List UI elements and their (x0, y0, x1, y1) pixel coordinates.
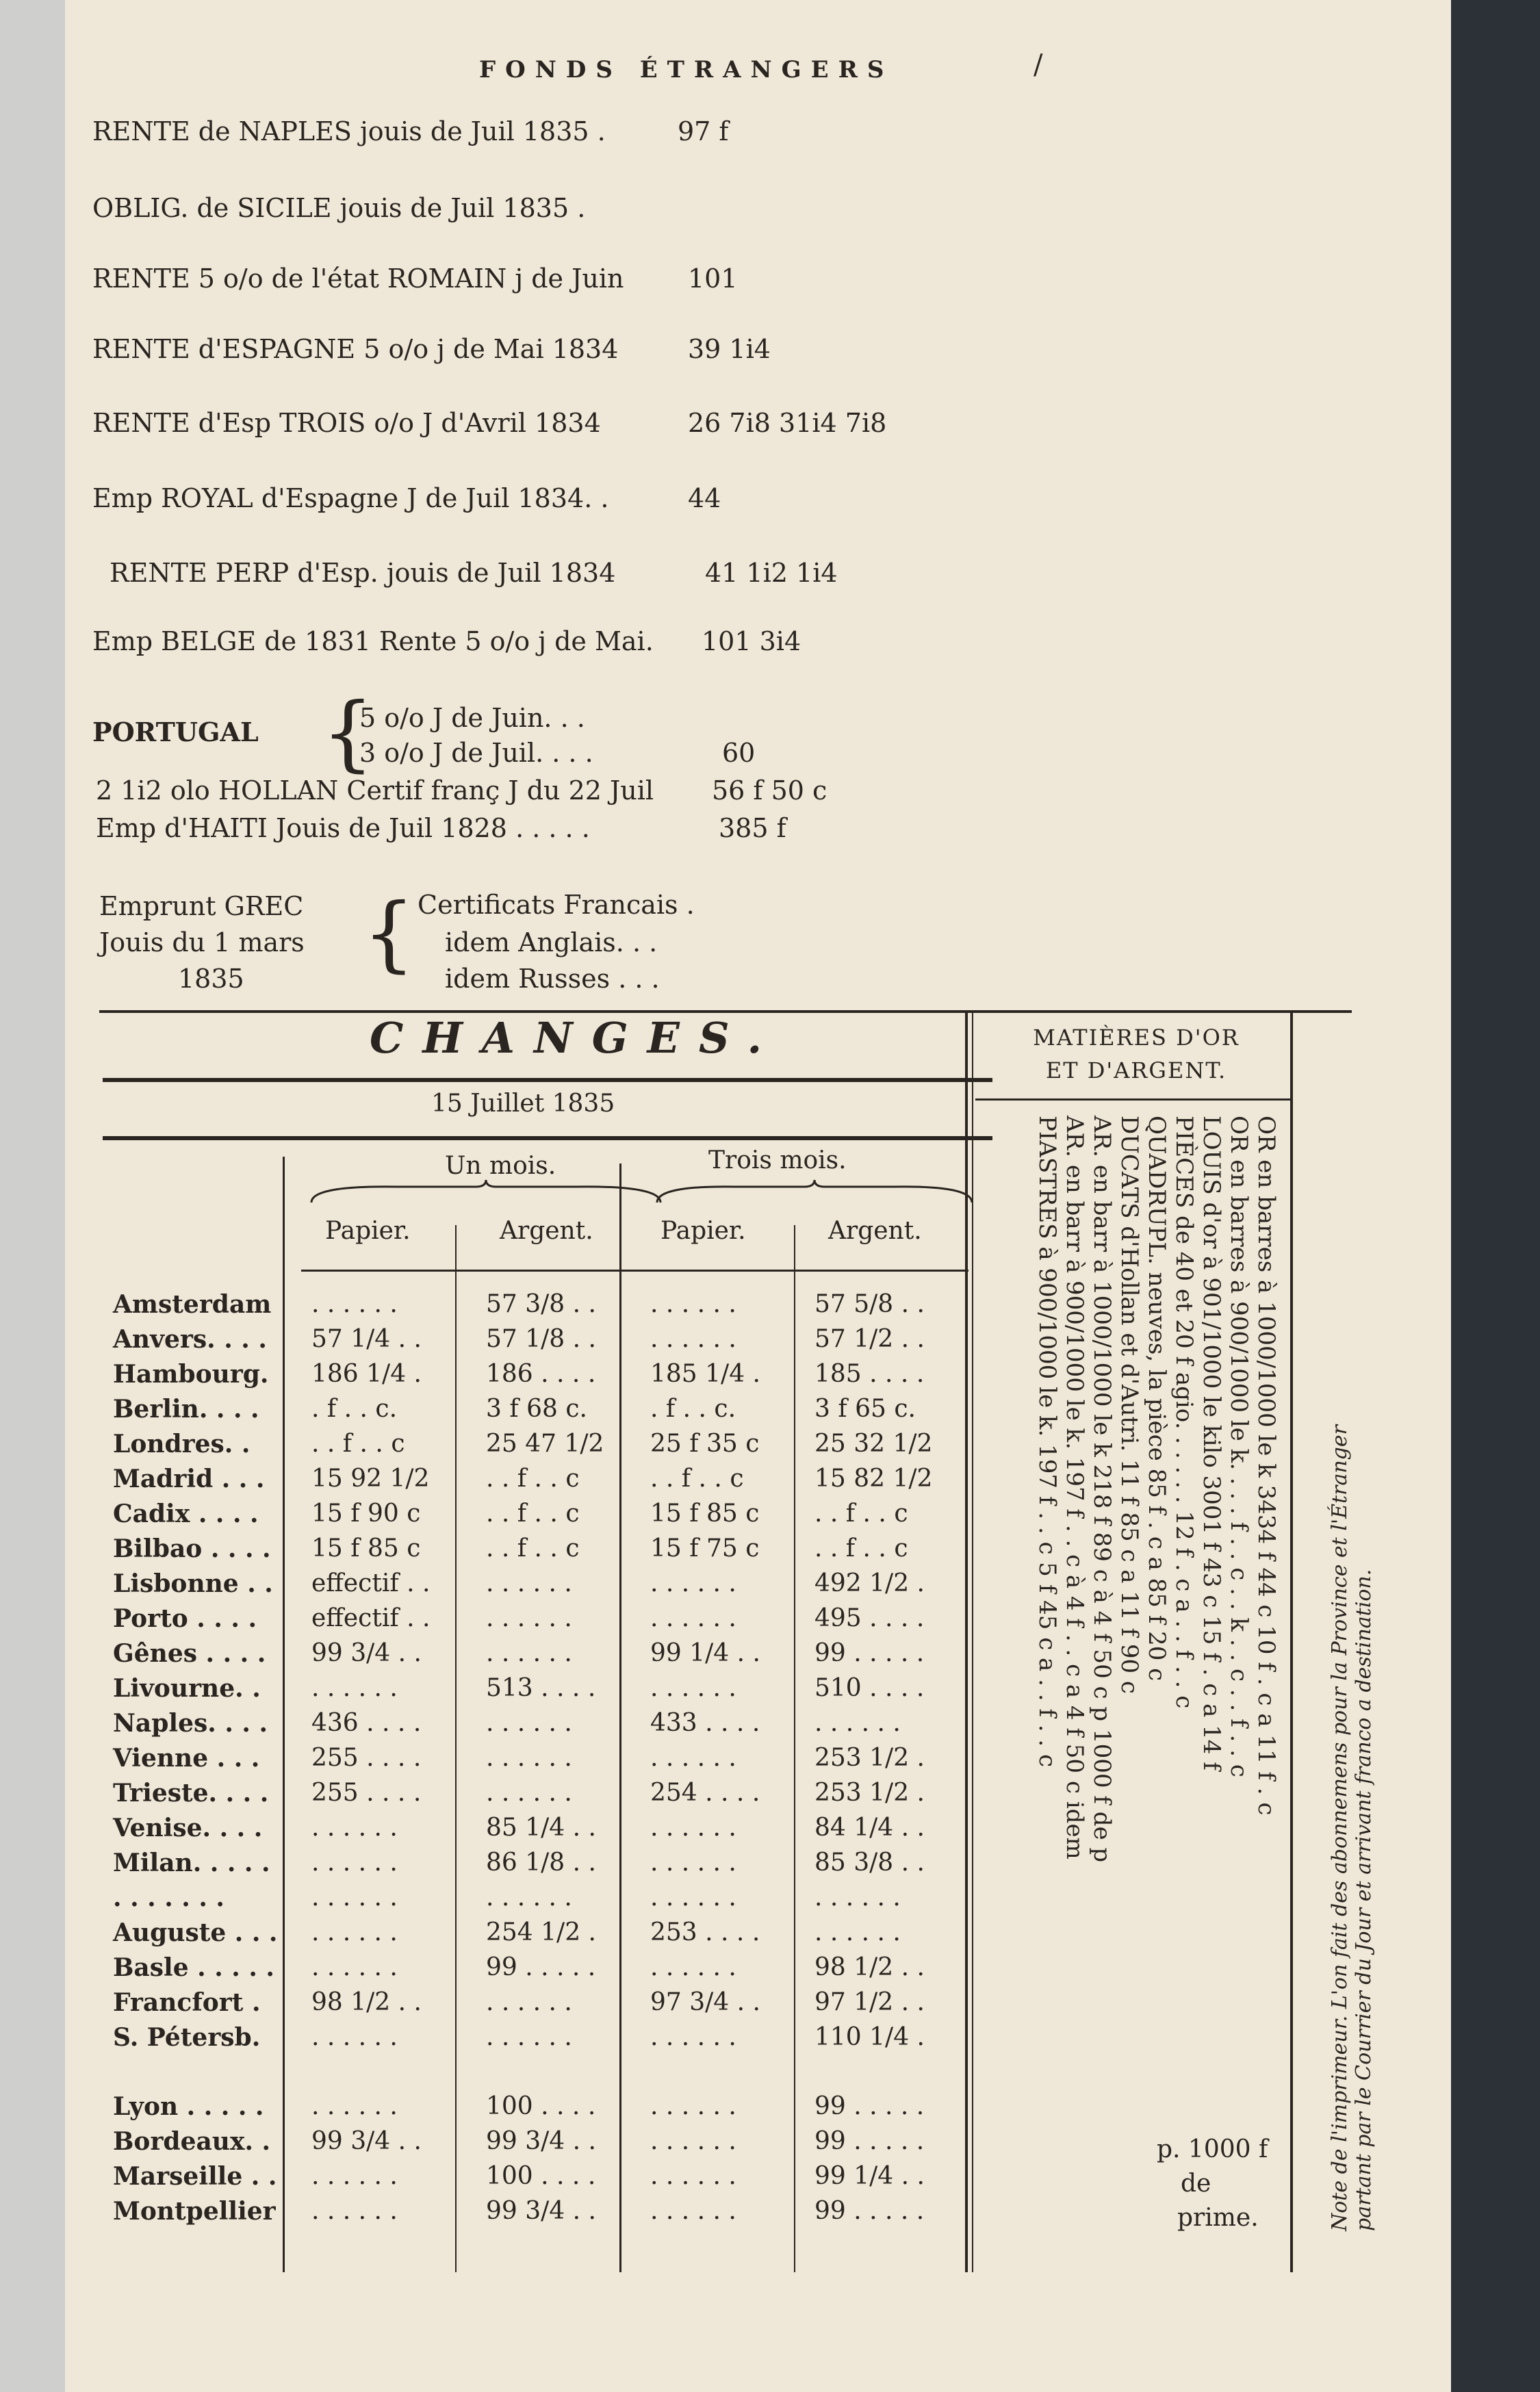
rate-cell: . . . . . . (486, 2023, 572, 2051)
city-name: Gênes . . . . (113, 1639, 266, 1668)
fund-value: 101 (688, 263, 738, 294)
city-name: Vienne . . . (113, 1744, 260, 1773)
column-rule (455, 1225, 457, 2272)
matieres-line: PIASTRES à 900/1000 le k. 197 f . . c 5 f 45 c a . . f . . c (1034, 1116, 1061, 1768)
rate-cell: 255 . . . . (311, 1779, 422, 1807)
header-underline (301, 1270, 968, 1272)
divider (975, 1098, 1290, 1101)
portugal-label: PORTUGAL (92, 717, 259, 747)
rate-cell: . . . . . . (650, 1325, 736, 1353)
rate-cell: . . f . . c (814, 1534, 908, 1562)
column-rule (283, 1157, 285, 2272)
divider (103, 1136, 992, 1140)
rate-cell: . . . . . . (311, 2092, 398, 2120)
rate-cell: 254 . . . . (650, 1779, 760, 1807)
city-name: Francfort . (113, 1988, 261, 2017)
rate-cell: 25 47 1/2 (486, 1430, 604, 1458)
rate-cell: 99 . . . . . (814, 2092, 925, 2120)
matieres-line: DUCATS d'Hollan et d'Autri. 11 f 85 c a 11 f 90 c (1116, 1116, 1143, 1694)
col-header-argent-trois: Argent. (828, 1217, 922, 1245)
rate-cell: 253 1/2 . (814, 1744, 925, 1772)
rate-cell: 186 . . . . (486, 1360, 596, 1388)
prime-line: prime. (1177, 2204, 1259, 2232)
matieres-line: OR en barres à 900/1000 le k. . . . f . . c . . k . . c . . f . . c (1225, 1116, 1253, 1777)
brace: { (363, 886, 415, 981)
rate-cell: 433 . . . . (650, 1709, 760, 1737)
city-name: Livourne. . (113, 1674, 261, 1703)
rate-cell: . . . . . . (650, 1883, 736, 1912)
fund-value: 39 1i4 (688, 334, 771, 364)
rate-cell: . . . . . . (814, 1883, 901, 1912)
city-name: Porto . . . . (113, 1604, 257, 1633)
col-header-papier-trois: Papier. (660, 1217, 746, 1245)
city-name: Basle . . . . . (113, 1953, 274, 1982)
rate-cell: 185 . . . . (814, 1360, 925, 1388)
rate-cell: 254 1/2 . (486, 1918, 596, 1946)
fund-name: RENTE de NAPLES jouis de Juil 1835 . (92, 116, 606, 146)
rate-cell: . . . . . . (311, 1674, 398, 1702)
fund-name: RENTE d'ESPAGNE 5 o/o j de Mai 1834 (92, 334, 619, 364)
matieres-line: AR. en barr à 1000/1000 le k 218 f 89 c à 4 f 50 c p 1000 f de p (1088, 1116, 1116, 1863)
city-name: Milan. . . . . (113, 1849, 270, 1877)
rate-cell: . . . . . . (486, 1709, 572, 1737)
rate-cell: 85 1/4 . . (486, 1814, 596, 1842)
fund-name: RENTE d'Esp TROIS o/o J d'Avril 1834 (92, 408, 601, 438)
matieres-line: LOUIS d'or à 901/1000 le kilo 3001 f 43 c 15 f . c a 14 f (1198, 1116, 1225, 1771)
rate-cell: . . . . . . (814, 1709, 901, 1737)
rate-cell: . . f . . c (486, 1465, 580, 1493)
rate-cell: . . . . . . (650, 2127, 736, 2155)
rate-cell: 255 . . . . (311, 1744, 422, 1772)
prime-line: p. 1000 f (1157, 2135, 1268, 2163)
group-header-un: Un mois. (445, 1152, 556, 1180)
haiti-line: Emp d'HAITI Jouis de Juil 1828 . . . . . (96, 813, 590, 843)
rate-cell: 186 1/4 . (311, 1360, 422, 1388)
page (65, 0, 1451, 2392)
rate-cell: 495 . . . . (814, 1604, 925, 1632)
fund-name: RENTE 5 o/o de l'état ROMAIN j de Juin (92, 263, 624, 294)
rate-cell: 185 1/4 . (650, 1360, 760, 1388)
fund-name: Emp BELGE de 1831 Rente 5 o/o j de Mai. (92, 626, 654, 656)
city-name: Lisbonne . . (113, 1569, 273, 1598)
city-name: Anvers. . . . (113, 1325, 267, 1354)
rate-cell: . . . . . . (650, 2162, 736, 2190)
rate-cell: . . . . . . (486, 1569, 572, 1597)
rate-cell: 84 1/4 . . (814, 1814, 925, 1842)
page-title: FONDS ÉTRANGERS (479, 56, 894, 83)
portugal-line: 3 o/o J de Juil. . . . (359, 738, 593, 768)
rate-cell: . . . . . . (311, 1883, 398, 1912)
column-rule (1290, 1013, 1293, 2272)
city-name: Trieste. . . . (113, 1779, 269, 1808)
rate-cell: . . . . . . (311, 1290, 398, 1318)
city-name: Londres. . (113, 1430, 251, 1458)
portugal-line: 5 o/o J de Juin. . . (359, 703, 585, 733)
changes-title: CHANGES. (370, 1013, 782, 1063)
rate-cell: . . . . . . (486, 1604, 572, 1632)
rate-cell: . . . . . . (311, 1953, 398, 1981)
city-name: Cadix . . . . (113, 1500, 259, 1528)
rate-cell: 510 . . . . (814, 1674, 925, 1702)
fund-value: 97 f (678, 116, 729, 146)
city-name: Berlin. . . . (113, 1395, 259, 1424)
rate-cell: . . . . . . (311, 1849, 398, 1877)
portugal-value: 60 (722, 738, 756, 768)
fund-value: 101 3i4 (702, 626, 801, 656)
group-header-trois: Trois mois. (708, 1146, 847, 1174)
rate-cell: 86 1/8 . . (486, 1849, 596, 1877)
rate-cell: . f . . c. (650, 1395, 736, 1423)
city-name: Bilbao . . . . (113, 1534, 271, 1563)
col-header-papier-un: Papier. (325, 1217, 411, 1245)
fund-value: 41 1i2 1i4 (705, 558, 838, 588)
rate-cell: 25 32 1/2 (814, 1430, 933, 1458)
rate-cell: 15 f 85 c (311, 1534, 421, 1562)
rate-cell: . . . . . . (650, 1569, 736, 1597)
rate-cell: . . . . . . (814, 1918, 901, 1946)
grec-right: Certificats Francais . (418, 890, 695, 920)
rate-cell: 15 f 75 c (650, 1534, 760, 1562)
fund-value: 26 7i8 31i4 7i8 (688, 408, 887, 438)
rate-cell: 57 1/8 . . (486, 1325, 596, 1353)
city-name: Hambourg. (113, 1360, 269, 1389)
rate-cell: 436 . . . . (311, 1709, 422, 1737)
rate-cell: . . . . . . (650, 1814, 736, 1842)
matieres-line: QUADRUPL. neuves, la pièce 85 f . c a 85 f 20 c (1143, 1116, 1170, 1682)
rate-cell: . . . . . . (650, 2092, 736, 2120)
brace-trois (654, 1179, 975, 1206)
rate-cell: . . f . . c (486, 1534, 580, 1562)
rate-cell: . . . . . . (311, 2023, 398, 2051)
column-rule (794, 1225, 795, 2272)
rate-cell: 25 f 35 c (650, 1430, 760, 1458)
column-rule (965, 1013, 968, 2272)
rate-cell: . . f . . c (311, 1430, 405, 1458)
grec-left: Emprunt GREC (99, 891, 304, 921)
side-note-line: Note de l'imprimeur. L'on fait des abonnemens pour la Province et l'Étranger (1328, 1425, 1352, 2231)
fund-name: RENTE PERP d'Esp. jouis de Juil 1834 (110, 558, 616, 588)
divider (103, 1078, 992, 1082)
rate-cell: . . . . . . (650, 1290, 736, 1318)
rate-cell: . f . . c. (311, 1395, 398, 1423)
prime-line: de (1181, 2170, 1211, 2198)
rate-cell: . . . . . . (311, 2197, 398, 2225)
column-rule (972, 1013, 973, 2272)
rate-cell: . . . . . . (486, 1883, 572, 1912)
rate-cell: . . . . . . (486, 1779, 572, 1807)
rate-cell: 57 1/2 . . (814, 1325, 925, 1353)
rate-cell: 492 1/2 . (814, 1569, 925, 1597)
city-name: Lyon . . . . . (113, 2092, 264, 2121)
fund-value: 44 (688, 483, 721, 513)
city-name: S. Pétersb. (113, 2023, 261, 2052)
grec-left: Jouis du 1 mars (99, 927, 305, 957)
rate-cell: 3 f 65 c. (814, 1395, 916, 1423)
rate-cell: . . . . . . (650, 2197, 736, 2225)
city-name: Montpellier (113, 2197, 276, 2226)
rate-cell: 15 f 90 c (311, 1500, 421, 1528)
rate-cell: 15 82 1/2 (814, 1465, 933, 1493)
rate-cell: . . . . . . (311, 2162, 398, 2190)
rate-cell: 100 . . . . (486, 2162, 596, 2190)
rate-cell: . . . . . . (486, 1639, 572, 1667)
holland-line: 2 1i2 olo HOLLAN Certif franç J du 22 Juil (96, 775, 654, 806)
rate-cell: 513 . . . . (486, 1674, 596, 1702)
rate-cell: 98 1/2 . . (311, 1988, 422, 2016)
rate-cell: 99 1/4 . . (650, 1639, 760, 1667)
brace: { (322, 686, 374, 781)
city-name: Amsterdam (113, 1290, 272, 1319)
city-name: Bordeaux. . (113, 2127, 271, 2156)
matieres-line: PIÈCES de 40 et 20 f agio. . . . . . 12 f . c a . . f . . c (1170, 1116, 1198, 1709)
rate-cell: . . . . . . (311, 1814, 398, 1842)
city-name: Naples. . . . (113, 1709, 268, 1738)
city-name: Marseille . . (113, 2162, 277, 2191)
rate-cell: 99 . . . . . (486, 1953, 596, 1981)
rate-cell: effectif . . (311, 1604, 431, 1632)
rate-cell: 15 92 1/2 (311, 1465, 430, 1493)
matieres-line: OR en barres à 1000/1000 le k 3434 f 44 c 10 f . c a 11 f . c (1253, 1116, 1280, 1816)
rate-cell: 99 3/4 . . (311, 2127, 422, 2155)
rate-cell: . . . . . . (650, 1744, 736, 1772)
handwritten-mark: / (1034, 49, 1043, 81)
rate-cell: 99 . . . . . (814, 2127, 925, 2155)
rate-cell: 97 1/2 . . (814, 1988, 925, 2016)
rate-cell: 57 5/8 . . (814, 1290, 925, 1318)
rate-cell: 57 1/4 . . (311, 1325, 422, 1353)
matieres-line: AR. en barr à 900/1000 le k. 197 f . . c à 4 f . . c a 4 f 50 c idem (1061, 1116, 1088, 1860)
rate-cell: 57 3/8 . . (486, 1290, 596, 1318)
rate-cell: 99 1/4 . . (814, 2162, 925, 2190)
rate-cell: 253 . . . . (650, 1918, 760, 1946)
haiti-value: 385 f (719, 813, 786, 843)
grec-right: idem Russes . . . (445, 964, 660, 994)
holland-value: 56 f 50 c (712, 775, 827, 806)
city-name: Madrid . . . (113, 1465, 265, 1493)
column-rule (619, 1163, 621, 2272)
rate-cell: 253 1/2 . (814, 1779, 925, 1807)
city-name: . . . . . . . (113, 1883, 224, 1912)
city-name: Auguste . . . (113, 1918, 278, 1947)
rate-cell: 85 3/8 . . (814, 1849, 925, 1877)
rate-cell: 100 . . . . (486, 2092, 596, 2120)
rate-cell: 15 f 85 c (650, 1500, 760, 1528)
rate-cell: 98 1/2 . . (814, 1953, 925, 1981)
rate-cell: 99 . . . . . (814, 1639, 925, 1667)
brace-un (308, 1179, 664, 1206)
rate-cell: . . . . . . (650, 1604, 736, 1632)
rate-cell: . . . . . . (650, 1849, 736, 1877)
rate-cell: 3 f 68 c. (486, 1395, 587, 1423)
matieres-title-1: MATIÈRES D'OR (1033, 1025, 1240, 1051)
book-spine (1451, 0, 1540, 2392)
rate-cell: effectif . . (311, 1569, 431, 1597)
side-note-line: partant par le Courrier du Jour et arrivant franco a destination. (1352, 1569, 1376, 2231)
col-header-argent-un: Argent. (500, 1217, 593, 1245)
changes-date: 15 Juillet 1835 (431, 1090, 615, 1118)
rate-cell: . . . . . . (486, 1988, 572, 2016)
matieres-title-2: ET D'ARGENT. (1045, 1057, 1227, 1083)
fund-name: Emp ROYAL d'Espagne J de Juil 1834. . (92, 483, 609, 513)
rate-cell: . . . . . . (486, 1744, 572, 1772)
rate-cell: . . . . . . (650, 2023, 736, 2051)
grec-right: idem Anglais. . . (445, 927, 658, 957)
rate-cell: 97 3/4 . . (650, 1988, 760, 2016)
city-name: Venise. . . . (113, 1814, 263, 1842)
rate-cell: 99 3/4 . . (486, 2127, 596, 2155)
rate-cell: . . f . . c (486, 1500, 580, 1528)
rate-cell: . . . . . . (650, 1674, 736, 1702)
rate-cell: . . . . . . (311, 1918, 398, 1946)
rate-cell: 99 3/4 . . (311, 1639, 422, 1667)
fund-name: OBLIG. de SICILE jouis de Juil 1835 . (92, 193, 586, 223)
rate-cell: 99 . . . . . (814, 2197, 925, 2225)
rate-cell: 110 1/4 . (814, 2023, 925, 2051)
rate-cell: . . . . . . (650, 1953, 736, 1981)
rate-cell: . . f . . c (650, 1465, 744, 1493)
rate-cell: . . f . . c (814, 1500, 908, 1528)
rate-cell: 99 3/4 . . (486, 2197, 596, 2225)
grec-left: 1835 (178, 964, 244, 994)
